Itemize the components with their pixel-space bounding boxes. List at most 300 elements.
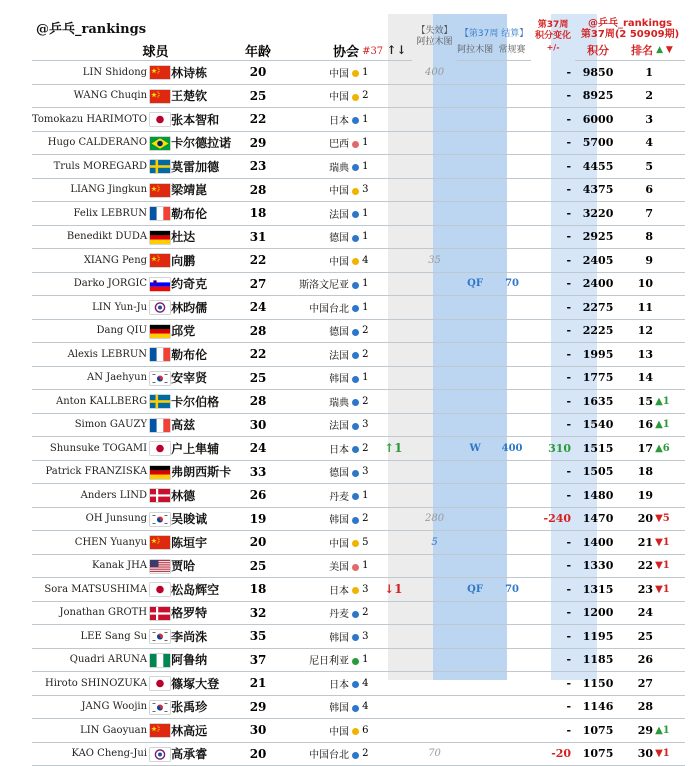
table-row — [32, 531, 685, 555]
week37-points — [493, 601, 531, 625]
player-name-cn: 高兹 — [171, 413, 239, 437]
association-rank-change — [384, 61, 412, 85]
association-rank-change — [384, 460, 412, 484]
world-rank: 19 — [621, 484, 653, 508]
flag-icon — [149, 601, 171, 625]
association-dot-icon — [352, 446, 359, 453]
association-dot-icon — [352, 399, 359, 406]
week37-points — [493, 155, 531, 179]
table-row — [32, 343, 685, 367]
flag-den-icon — [150, 489, 170, 502]
association-name: 日本 — [329, 444, 350, 456]
total-points: 1540 — [575, 413, 621, 437]
world-rank: 25 — [621, 625, 653, 649]
lost-points — [412, 202, 457, 226]
flag-icon — [149, 108, 171, 132]
points-change: - — [531, 672, 575, 696]
player-name-cn: 邱党 — [171, 319, 239, 343]
table-row — [32, 413, 685, 437]
flag-icon — [149, 272, 171, 296]
table-row — [32, 366, 685, 390]
flag-icon — [149, 437, 171, 461]
week37-result: QF — [457, 272, 493, 296]
rank-movement — [653, 155, 685, 179]
flag-icon — [149, 249, 171, 273]
association-name: 德国 — [329, 233, 350, 245]
player-association — [277, 719, 359, 743]
association-rank-change — [384, 554, 412, 578]
table-row — [32, 155, 685, 179]
total-points: 2225 — [575, 319, 621, 343]
player-association — [277, 625, 359, 649]
association-rank-change — [384, 484, 412, 508]
flag-icon — [149, 625, 171, 649]
player-name-en: Shunsuke TOGAMI — [32, 437, 149, 461]
total-points: 2405 — [575, 249, 621, 273]
lost-points: 70 — [412, 742, 457, 766]
player-name-cn: 勒布伦 — [171, 343, 239, 367]
player-association — [277, 225, 359, 249]
lost-header — [412, 14, 457, 61]
player-name-en: Darko JORGIC — [32, 272, 149, 296]
week37-result — [457, 648, 493, 672]
flag-icon — [149, 695, 171, 719]
points-change: - — [531, 554, 575, 578]
rank-movement: ▼1 — [653, 554, 685, 578]
player-name-cn: 林德 — [171, 484, 239, 508]
flag-chn-icon — [150, 90, 170, 103]
player-age: 29 — [239, 131, 277, 155]
table-row — [32, 202, 685, 226]
week37-result — [457, 460, 493, 484]
rankings-table — [32, 14, 685, 766]
world-rank: 12 — [621, 319, 653, 343]
association-rank: 1 — [359, 155, 384, 179]
rank37-header-label: #37 — [362, 46, 384, 57]
lost-points — [412, 695, 457, 719]
rank-movement — [653, 108, 685, 132]
association-rank-change — [384, 108, 412, 132]
player-name-cn: 林诗栋 — [171, 61, 239, 85]
total-points: 6000 — [575, 108, 621, 132]
player-name-en: AN Jaehyun — [32, 366, 149, 390]
flag-icon — [149, 484, 171, 508]
week37-result — [457, 61, 493, 85]
table-row — [32, 601, 685, 625]
player-association — [277, 319, 359, 343]
association-name: 日本 — [329, 115, 350, 127]
total-points: 5700 — [575, 131, 621, 155]
player-age: 24 — [239, 296, 277, 320]
association-rank-change — [384, 319, 412, 343]
points-change: - — [531, 460, 575, 484]
total-points: 1075 — [575, 742, 621, 766]
world-rank: 7 — [621, 202, 653, 226]
week37-result — [457, 178, 493, 202]
player-name-en: Jonathan GROTH — [32, 601, 149, 625]
player-age: 28 — [239, 178, 277, 202]
player-name-en: LIN Shidong — [32, 61, 149, 85]
association-rank: 2 — [359, 601, 384, 625]
lost-points — [412, 460, 457, 484]
player-association — [277, 131, 359, 155]
association-dot-icon — [352, 164, 359, 171]
points-change: -20 — [531, 742, 575, 766]
rank-movement — [653, 601, 685, 625]
player-name-en: Benedikt DUDA — [32, 225, 149, 249]
world-rank: 2 — [621, 84, 653, 108]
table-row — [32, 296, 685, 320]
world-rank: 21 — [621, 531, 653, 555]
player-association — [277, 366, 359, 390]
world-rank: 24 — [621, 601, 653, 625]
association-dot-icon — [352, 681, 359, 688]
association-rank: 6 — [359, 719, 384, 743]
week37-header: 【第37周 结算】 — [459, 29, 529, 39]
week37-points — [493, 84, 531, 108]
flag-bra-icon — [150, 137, 170, 150]
world-rank: 16 — [621, 413, 653, 437]
association-name: 斯洛文尼亚 — [299, 280, 350, 292]
world-rank: 4 — [621, 131, 653, 155]
points-change: 310 — [531, 437, 575, 461]
change-header — [531, 14, 575, 61]
lost-points — [412, 625, 457, 649]
player-age: 30 — [239, 413, 277, 437]
rank-movement — [653, 695, 685, 719]
right-watermark: @乒乓_rankings — [588, 18, 673, 29]
player-name-en: LIN Yun-Ju — [32, 296, 149, 320]
world-rank: 1 — [621, 61, 653, 85]
rank-arrows-header — [653, 40, 685, 61]
player-age: 25 — [239, 554, 277, 578]
association-name: 中国 — [329, 726, 350, 738]
lost-points — [412, 366, 457, 390]
association-dot-icon — [352, 258, 359, 265]
week37-result — [457, 84, 493, 108]
lost-points: 280 — [412, 507, 457, 531]
player-name-cn: 贾哈 — [171, 554, 239, 578]
player-name-en: Anders LIND — [32, 484, 149, 508]
association-name: 丹麦 — [329, 609, 350, 621]
player-name-en: WANG Chuqin — [32, 84, 149, 108]
association-rank-change — [384, 84, 412, 108]
world-rank: 17 — [621, 437, 653, 461]
association-name: 法国 — [329, 209, 350, 221]
week37-points — [493, 531, 531, 555]
table-row — [32, 225, 685, 249]
rank-movement — [653, 131, 685, 155]
player-age: 23 — [239, 155, 277, 179]
week37-points — [493, 366, 531, 390]
association-rank: 1 — [359, 484, 384, 508]
association-name: 美国 — [329, 562, 350, 574]
player-name-en: CHEN Yuanyu — [32, 531, 149, 555]
player-name-cn: 杜达 — [171, 225, 239, 249]
association-rank: 4 — [359, 249, 384, 273]
assoc-header: 协会 — [277, 40, 359, 61]
player-age: 20 — [239, 742, 277, 766]
total-points: 1995 — [575, 343, 621, 367]
association-rank-change — [384, 202, 412, 226]
points-change: - — [531, 366, 575, 390]
lost-points — [412, 155, 457, 179]
flag-chn-icon — [150, 66, 170, 79]
week37-result — [457, 319, 493, 343]
week37-result — [457, 343, 493, 367]
association-rank-change — [384, 413, 412, 437]
player-association — [277, 554, 359, 578]
association-name: 日本 — [329, 585, 350, 597]
flag-icon — [149, 366, 171, 390]
association-rank-change — [384, 531, 412, 555]
week37-result — [457, 484, 493, 508]
world-rank: 5 — [621, 155, 653, 179]
association-rank: 1 — [359, 202, 384, 226]
association-rank: 1 — [359, 108, 384, 132]
flag-fra-icon — [150, 348, 170, 361]
lost-points — [412, 413, 457, 437]
points-change: -240 — [531, 507, 575, 531]
total-points: 1480 — [575, 484, 621, 508]
rank-header: 排名 — [621, 40, 653, 61]
player-age: 31 — [239, 225, 277, 249]
player-name-cn: 张本智和 — [171, 108, 239, 132]
flag-icon — [149, 742, 171, 766]
week37-points — [493, 742, 531, 766]
week37-result — [457, 249, 493, 273]
player-association — [277, 601, 359, 625]
player-name-cn: 弗朗西斯卡 — [171, 460, 239, 484]
player-age: 32 — [239, 601, 277, 625]
lost-points — [412, 484, 457, 508]
association-rank: 1 — [359, 225, 384, 249]
player-association — [277, 413, 359, 437]
week37-points — [493, 178, 531, 202]
player-name-en: Quadri ARUNA — [32, 648, 149, 672]
association-name: 中国 — [329, 538, 350, 550]
world-rank: 8 — [621, 225, 653, 249]
player-association — [277, 108, 359, 132]
player-name-cn: 约奇克 — [171, 272, 239, 296]
player-name-cn: 松岛辉空 — [171, 578, 239, 602]
flag-slo-icon — [150, 278, 170, 291]
total-points: 1505 — [575, 460, 621, 484]
association-dot-icon — [352, 517, 359, 524]
points-change: - — [531, 108, 575, 132]
player-association — [277, 178, 359, 202]
player-association — [277, 648, 359, 672]
flag-kor-icon — [150, 372, 170, 385]
lost-points: 400 — [412, 61, 457, 85]
flag-jpn-icon — [150, 113, 170, 126]
table-row — [32, 484, 685, 508]
total-points: 1470 — [575, 507, 621, 531]
rank37-header — [359, 40, 412, 61]
lost-points — [412, 601, 457, 625]
header-row-top — [32, 14, 685, 40]
points-change: - — [531, 695, 575, 719]
association-dot-icon — [352, 352, 359, 359]
association-name: 法国 — [329, 421, 350, 433]
world-rank: 11 — [621, 296, 653, 320]
player-age: 25 — [239, 84, 277, 108]
world-rank: 9 — [621, 249, 653, 273]
week37-points — [493, 460, 531, 484]
player-age: 37 — [239, 648, 277, 672]
player-age: 33 — [239, 460, 277, 484]
points-change: - — [531, 155, 575, 179]
association-rank: 1 — [359, 131, 384, 155]
points-change: - — [531, 178, 575, 202]
player-name-en: Patrick FRANZISKA — [32, 460, 149, 484]
week37-result — [457, 719, 493, 743]
rank-movement: ▼5 — [653, 507, 685, 531]
association-name: 丹麦 — [329, 491, 350, 503]
week37-points — [493, 413, 531, 437]
association-rank-change: ↓1 — [384, 578, 412, 602]
player-name-cn: 吴晙诚 — [171, 507, 239, 531]
association-name: 韩国 — [329, 703, 350, 715]
player-association — [277, 484, 359, 508]
player-age: 35 — [239, 625, 277, 649]
change-header-line3: +/- — [546, 43, 560, 53]
player-association — [277, 437, 359, 461]
week37-points — [493, 390, 531, 414]
total-points: 2400 — [575, 272, 621, 296]
table-row — [32, 390, 685, 414]
association-rank: 1 — [359, 296, 384, 320]
association-rank-change — [384, 296, 412, 320]
points-change: - — [531, 648, 575, 672]
table-row — [32, 719, 685, 743]
association-name: 法国 — [329, 350, 350, 362]
association-name: 中国 — [329, 186, 350, 198]
world-rank: 18 — [621, 460, 653, 484]
player-name-cn: 林昀儒 — [171, 296, 239, 320]
association-rank: 2 — [359, 437, 384, 461]
points-change: - — [531, 272, 575, 296]
association-rank: 1 — [359, 648, 384, 672]
week37-points — [493, 695, 531, 719]
player-name-cn: 陈垣宇 — [171, 531, 239, 555]
total-points: 1146 — [575, 695, 621, 719]
table-row — [32, 460, 685, 484]
player-name-cn: 梁靖崑 — [171, 178, 239, 202]
flag-icon — [149, 413, 171, 437]
player-association — [277, 578, 359, 602]
rank-movement — [653, 249, 685, 273]
lost-points — [412, 178, 457, 202]
flag-icon — [149, 296, 171, 320]
week37-result — [457, 108, 493, 132]
player-name-cn: 高承睿 — [171, 742, 239, 766]
player-age: 29 — [239, 695, 277, 719]
association-rank-change — [384, 225, 412, 249]
association-rank: 1 — [359, 61, 384, 85]
player-association — [277, 531, 359, 555]
points-change: - — [531, 390, 575, 414]
flag-chn-icon — [150, 536, 170, 549]
table-row — [32, 249, 685, 273]
player-age: 22 — [239, 249, 277, 273]
association-rank-change — [384, 625, 412, 649]
association-rank-change — [384, 507, 412, 531]
watermark-title: @乒乓_rankings — [36, 21, 147, 37]
player-name-cn: 阿鲁纳 — [171, 648, 239, 672]
flag-swe-icon — [150, 160, 170, 173]
association-rank-change — [384, 719, 412, 743]
world-rank: 27 — [621, 672, 653, 696]
player-name-en: Truls MOREGARD — [32, 155, 149, 179]
flag-swe-icon — [150, 395, 170, 408]
right-period: 第37周(2 50909期) — [580, 29, 680, 40]
rank-arrow-up-icon: ▲ — [656, 45, 663, 55]
table-row — [32, 695, 685, 719]
week37-points — [493, 507, 531, 531]
week37-result — [457, 390, 493, 414]
association-rank: 3 — [359, 178, 384, 202]
association-name: 中国台北 — [309, 303, 350, 315]
world-rank: 3 — [621, 108, 653, 132]
player-association — [277, 672, 359, 696]
association-rank-change — [384, 742, 412, 766]
week37-result — [457, 742, 493, 766]
player-name-en: XIANG Peng — [32, 249, 149, 273]
lost-points — [412, 84, 457, 108]
association-rank-change — [384, 672, 412, 696]
rank-movement — [653, 84, 685, 108]
flag-icon — [149, 202, 171, 226]
player-age: 27 — [239, 272, 277, 296]
week37-sub-b: 常规赛 — [493, 40, 531, 61]
association-rank-change — [384, 601, 412, 625]
association-rank: 2 — [359, 390, 384, 414]
flag-icon — [149, 178, 171, 202]
flag-chn-icon — [150, 184, 170, 197]
week37-result — [457, 554, 493, 578]
player-name-en: JANG Woojin — [32, 695, 149, 719]
total-points: 1185 — [575, 648, 621, 672]
table-row — [32, 648, 685, 672]
week37-result — [457, 531, 493, 555]
rank-movement: ▼1 — [653, 578, 685, 602]
points-change: - — [531, 531, 575, 555]
world-rank: 26 — [621, 648, 653, 672]
points-change: - — [531, 84, 575, 108]
association-name: 韩国 — [329, 515, 350, 527]
association-rank-change — [384, 390, 412, 414]
week37-points — [493, 108, 531, 132]
table-row — [32, 437, 685, 461]
points-change: - — [531, 202, 575, 226]
player-name-cn: 向鹏 — [171, 249, 239, 273]
world-rank: 28 — [621, 695, 653, 719]
week37-points — [493, 648, 531, 672]
lost-points — [412, 648, 457, 672]
player-name-en: Simon GAUZY — [32, 413, 149, 437]
player-name-en: Hiroto SHINOZUKA — [32, 672, 149, 696]
association-rank: 2 — [359, 742, 384, 766]
rank-movement — [653, 178, 685, 202]
points-change: - — [531, 625, 575, 649]
player-association — [277, 343, 359, 367]
association-name: 巴西 — [329, 139, 350, 151]
player-name-en: Alexis LEBRUN — [32, 343, 149, 367]
world-rank: 20 — [621, 507, 653, 531]
rank-movement — [653, 460, 685, 484]
week37-result: W — [457, 437, 493, 461]
